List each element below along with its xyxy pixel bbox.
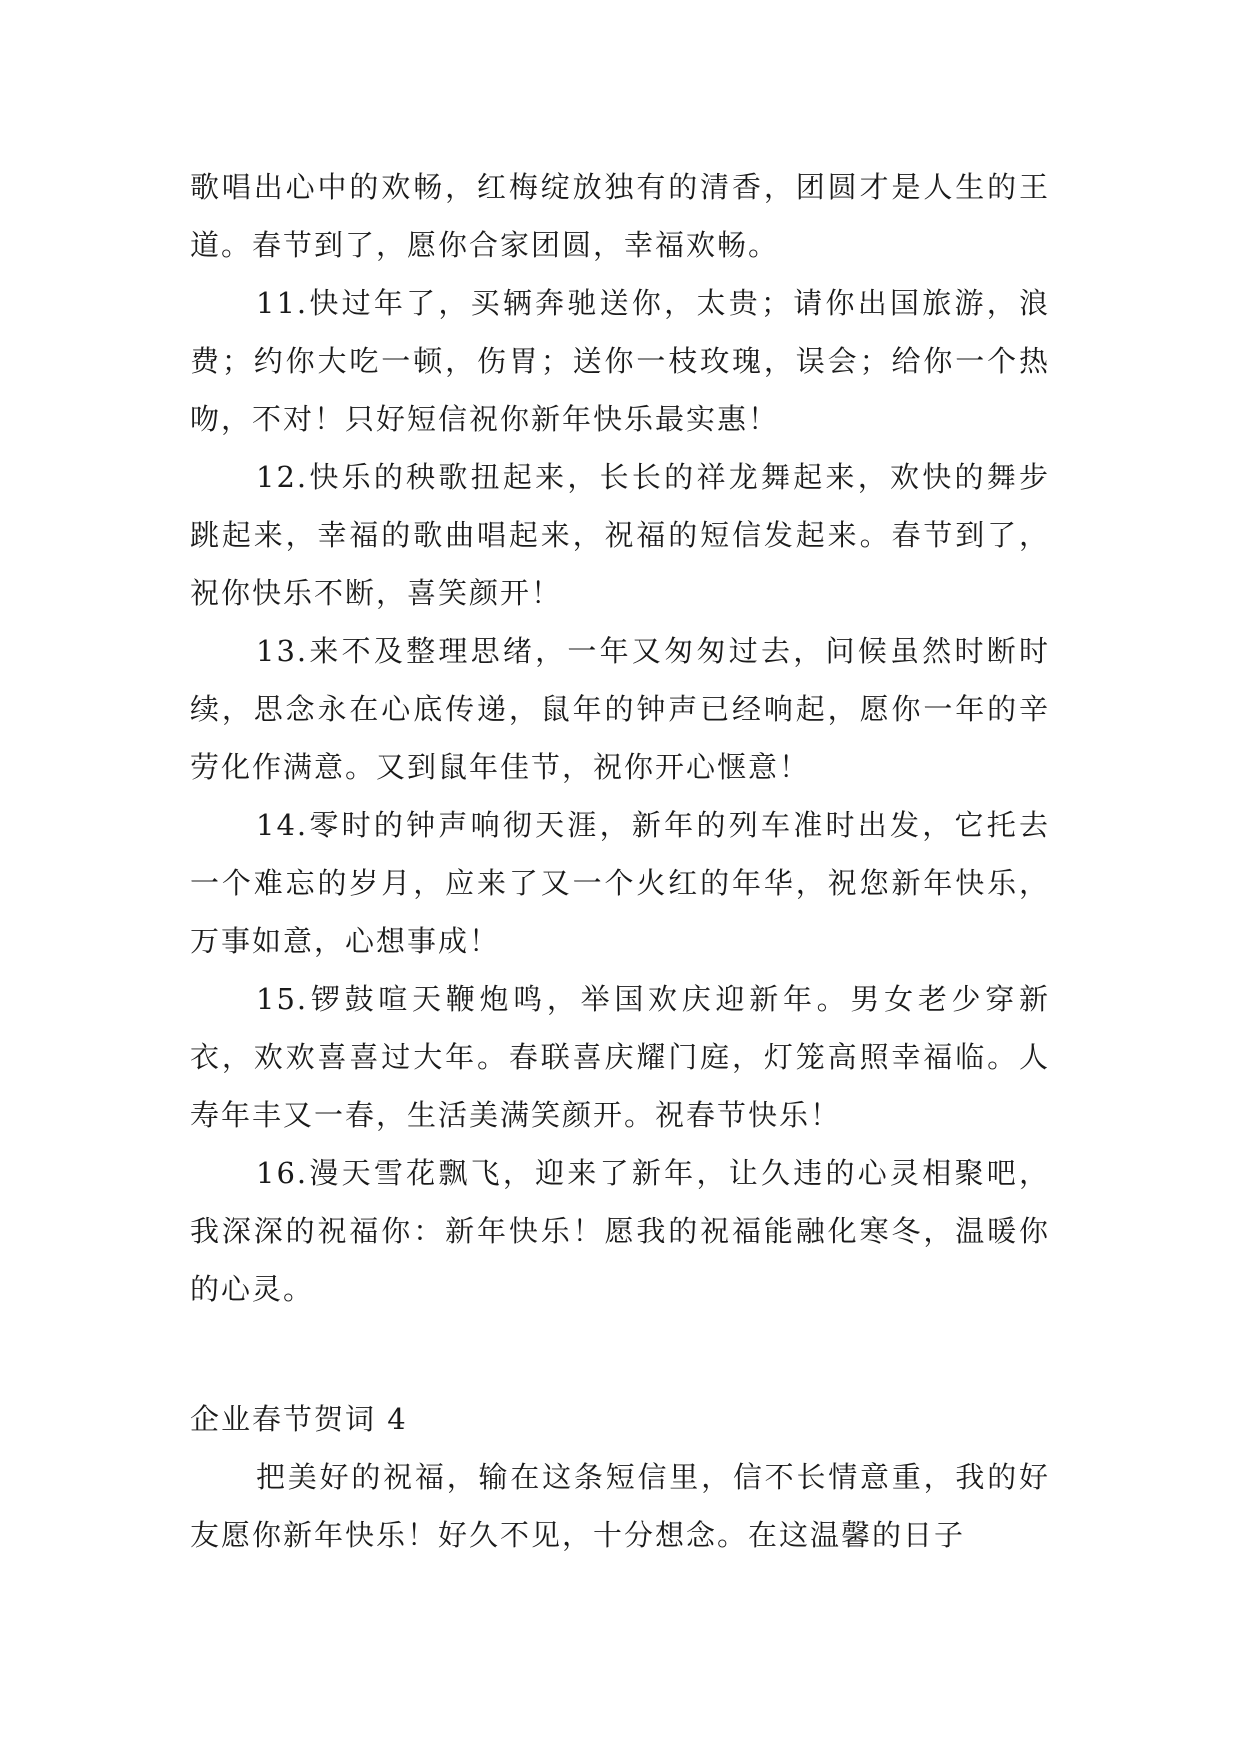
paragraph-item-15: 15.锣鼓喧天鞭炮鸣，举国欢庆迎新年。男女老少穿新衣，欢欢喜喜过大年。春联喜庆耀门庭，灯笼高照幸福临。人寿年丰又一春，生活美满笑颜开。祝春节快乐！ [190, 982, 1050, 1132]
paragraph-item-16: 16.漫天雪花飘飞，迎来了新年，让久违的心灵相聚吧，我深深的祝福你：新年快乐！愿我的祝福能融化寒冬，温暖你的心灵。 [190, 1156, 1050, 1306]
section-heading: 企业春节贺词 4 [190, 1402, 408, 1436]
paragraph-item-14: 14.零时的钟声响彻天涯，新年的列车准时出发，它托去一个难忘的岁月，应来了又一个火红的年华，祝您新年快乐，万事如意，心想事成！ [190, 808, 1050, 958]
document-body [190, 158, 1050, 1564]
paragraph-item-11: 11.快过年了，买辆奔驰送你，太贵；请你出国旅游，浪费；约你大吃一顿，伤胃；送你一枝玫瑰，误会；给你一个热吻，不对！只好短信祝你新年快乐最实惠！ [190, 286, 1050, 436]
paragraph-continuation: 歌唱出心中的欢畅，红梅绽放独有的清香，团圆才是人生的王道。春节到了，愿你合家团圆，幸福欢畅。 [190, 170, 1050, 262]
paragraph-item-13: 13.来不及整理思绪，一年又匆匆过去，问候虽然时断时续，思念永在心底传递，鼠年的钟声已经响起，愿你一年的辛劳化作满意。又到鼠年佳节，祝你开心惬意！ [190, 634, 1050, 784]
paragraph-section-intro: 把美好的祝福，输在这条短信里，信不长情意重，我的好友愿你新年快乐！好久不见，十分想念。在这温馨的日子 [190, 1460, 1050, 1552]
paragraph-item-12: 12.快乐的秧歌扭起来，长长的祥龙舞起来，欢快的舞步跳起来，幸福的歌曲唱起来，祝福的短信发起来。春节到了，祝你快乐不断，喜笑颜开！ [190, 460, 1050, 610]
